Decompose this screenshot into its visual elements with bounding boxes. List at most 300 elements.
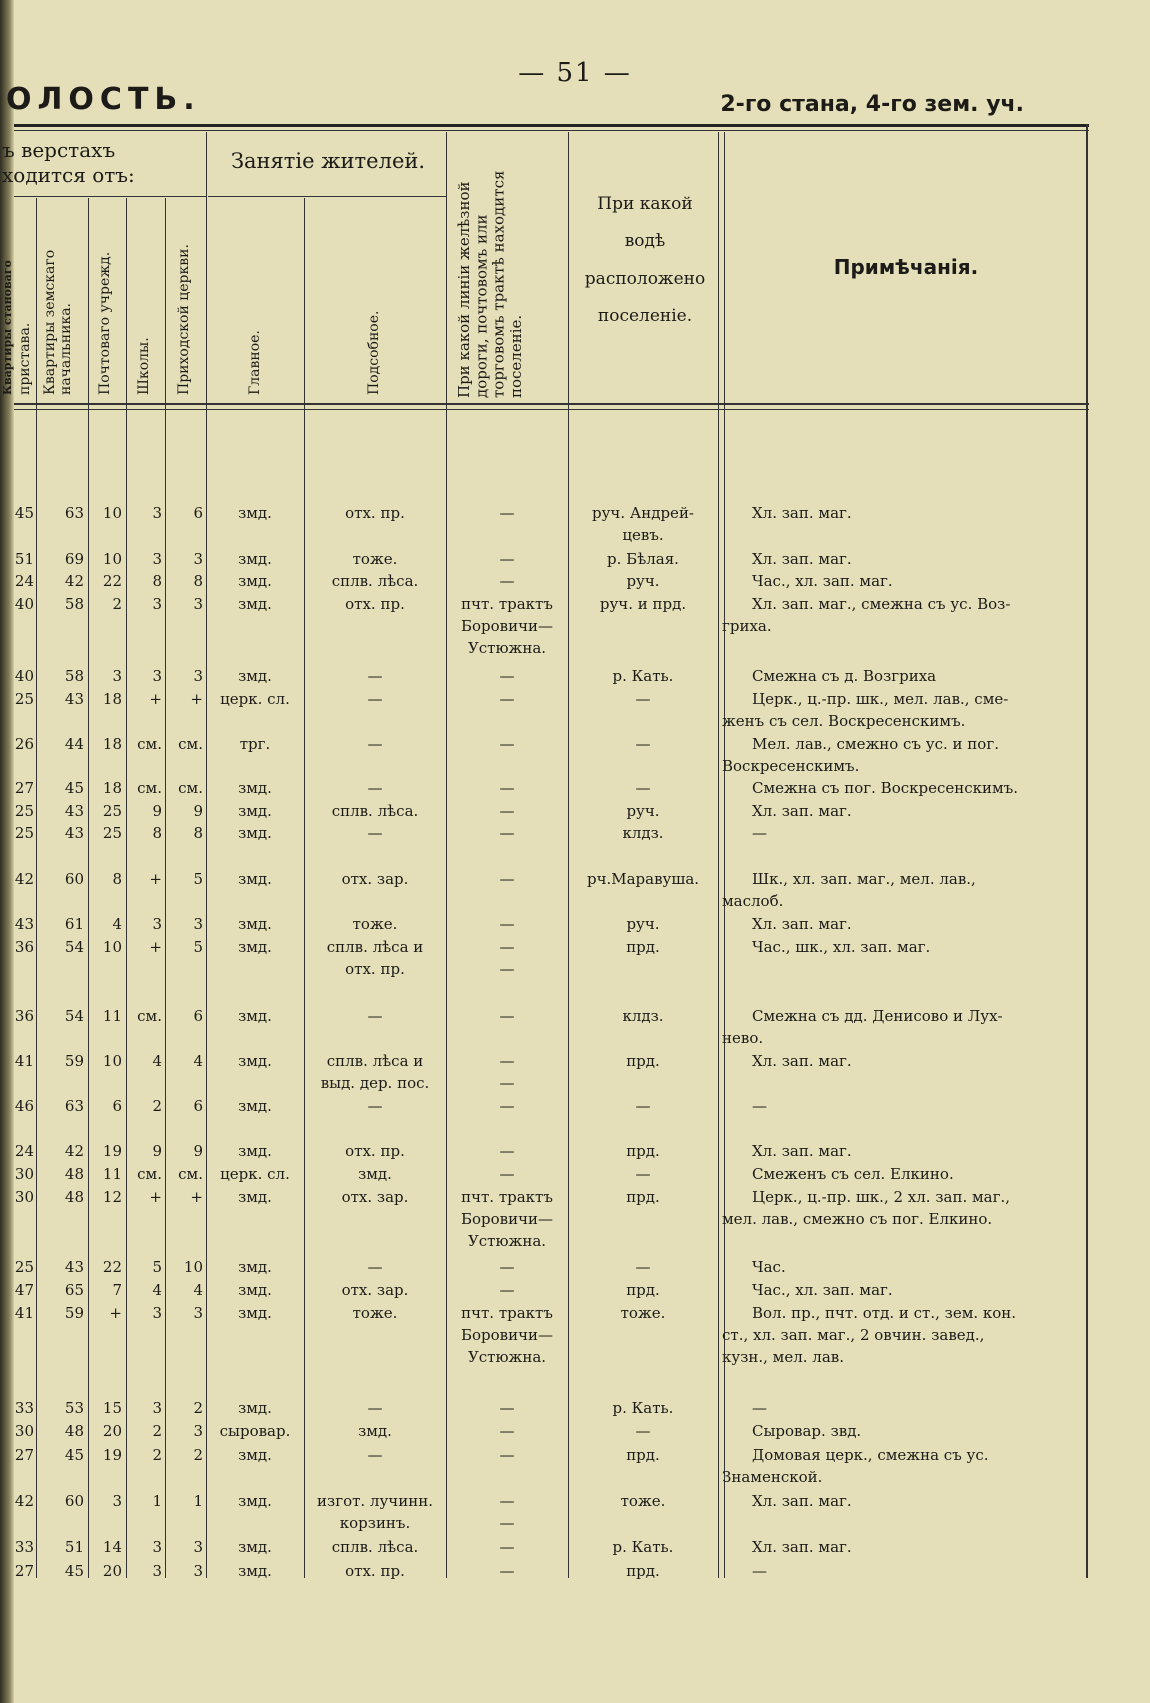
cell-church: 10 xyxy=(183,1258,203,1276)
cell-auxiliary-occupation: отх. пр. xyxy=(345,595,405,613)
cell-school: 3 xyxy=(152,595,162,613)
cell-water: прд. xyxy=(626,938,660,956)
cell-church: 6 xyxy=(193,1007,203,1025)
cell-post: 10 xyxy=(102,1052,122,1070)
cell-road: — xyxy=(499,1562,515,1580)
cell-road: — xyxy=(499,504,515,522)
cell-remarks: Мел. лав., смежно съ ус. и пог. xyxy=(752,735,999,753)
cell-auxiliary-occupation: — xyxy=(367,824,383,842)
cell-zemsky: 43 xyxy=(64,690,84,708)
cell-post: 2 xyxy=(112,595,122,613)
cell-post: 10 xyxy=(102,504,122,522)
cell-remarks: Сыровар. звд. xyxy=(752,1422,862,1440)
cell-stanovoy: 51 xyxy=(14,550,34,568)
cell-auxiliary-occupation: тоже. xyxy=(352,550,398,568)
cell-remarks: — xyxy=(752,1399,767,1417)
cell-stanovoy: 25 xyxy=(14,824,34,842)
cell-stanovoy: 41 xyxy=(14,1304,34,1322)
cell-main-occupation: змд. xyxy=(238,1097,272,1115)
cell-main-occupation: змд. xyxy=(238,504,272,522)
cell-school: + xyxy=(149,1188,162,1206)
cell-zemsky: 42 xyxy=(64,572,84,590)
cell-auxiliary-occupation: отх. зар. xyxy=(341,1281,409,1299)
cell-auxiliary-occupation: выд. дер. пос. xyxy=(320,1074,430,1092)
cell-road: — xyxy=(499,1514,515,1532)
cell-school: 1 xyxy=(152,1492,162,1510)
post-header: Почтоваго учрежд. xyxy=(97,251,113,395)
cell-post: 19 xyxy=(102,1142,122,1160)
cell-main-occupation: змд. xyxy=(238,1258,272,1276)
cell-zemsky: 61 xyxy=(64,915,84,933)
cell-remarks: Смежна съ дд. Денисово и Лух- xyxy=(752,1007,1003,1025)
cell-stanovoy: 47 xyxy=(14,1281,34,1299)
cell-water: — xyxy=(635,1097,651,1115)
distance-group-header: ъ верстахъ ходится отъ: xyxy=(2,138,135,187)
cell-water: цевъ. xyxy=(622,526,664,544)
cell-remarks: Хл. зап. маг. xyxy=(752,504,852,522)
cell-auxiliary-occupation: отх. пр. xyxy=(345,1562,405,1580)
cell-road: — xyxy=(499,1074,515,1092)
cell-zemsky: 43 xyxy=(64,824,84,842)
cell-auxiliary-occupation: — xyxy=(367,690,383,708)
cell-post: 3 xyxy=(112,667,122,685)
cell-church: 3 xyxy=(193,1422,203,1440)
cell-stanovoy: 41 xyxy=(14,1052,34,1070)
cell-remarks: Хл. зап. маг., смежна съ ус. Воз- xyxy=(752,595,1011,613)
cell-water: р. Кать. xyxy=(612,1538,674,1556)
header-bottom-rule-thin xyxy=(14,409,1089,410)
cell-main-occupation: змд. xyxy=(238,550,272,568)
cell-school: 2 xyxy=(152,1097,162,1115)
cell-school: 8 xyxy=(152,572,162,590)
cell-zemsky: 69 xyxy=(64,550,84,568)
cell-remarks: Церк., ц.-пр. шк., мел. лав., сме- xyxy=(752,690,1009,708)
col-rule xyxy=(718,132,719,1578)
cell-main-occupation: змд. xyxy=(238,1492,272,1510)
cell-zemsky: 60 xyxy=(64,1492,84,1510)
col-rule xyxy=(36,198,37,1578)
cell-water: — xyxy=(635,690,651,708)
cell-stanovoy: 30 xyxy=(14,1188,34,1206)
cell-school: 3 xyxy=(152,1538,162,1556)
cell-school: 3 xyxy=(152,1399,162,1417)
cell-auxiliary-occupation: изгот. лучинн. xyxy=(317,1492,433,1510)
cell-school: 3 xyxy=(152,667,162,685)
cell-auxiliary-occupation: змд. xyxy=(358,1422,392,1440)
cell-auxiliary-occupation: — xyxy=(367,1007,383,1025)
cell-water: р. Кать. xyxy=(612,667,674,685)
cell-stanovoy: 27 xyxy=(14,779,34,797)
cell-post: 22 xyxy=(102,572,122,590)
cell-water: прд. xyxy=(626,1052,660,1070)
cell-auxiliary-occupation: отх. пр. xyxy=(345,960,405,978)
cell-stanovoy: 36 xyxy=(14,1007,34,1025)
cell-road: — xyxy=(499,779,515,797)
cell-church: 9 xyxy=(193,1142,203,1160)
cell-road: Устюжна. xyxy=(467,1232,547,1250)
cell-zemsky: 58 xyxy=(64,667,84,685)
cell-road: Боровичи— xyxy=(460,1210,554,1228)
cell-church: 3 xyxy=(193,1562,203,1580)
cell-water: рч.Маравуша. xyxy=(586,870,700,888)
cell-post: 11 xyxy=(102,1007,122,1025)
col-rule xyxy=(304,198,305,1578)
cell-church: 9 xyxy=(193,802,203,820)
cell-church: 6 xyxy=(193,504,203,522)
cell-stanovoy: 45 xyxy=(14,504,34,522)
cell-remarks: Хл. зап. маг. xyxy=(752,915,852,933)
cell-school: см. xyxy=(137,1165,162,1183)
cell-zemsky: 60 xyxy=(64,870,84,888)
section-title: ОЛОСТЬ. xyxy=(6,82,201,117)
cell-stanovoy: 25 xyxy=(14,690,34,708)
cell-remarks: Хл. зап. маг. xyxy=(752,550,852,568)
cell-remarks: Знаменской. xyxy=(722,1468,823,1486)
cell-remarks: Хл. зап. маг. xyxy=(752,1052,852,1070)
cell-post: 18 xyxy=(102,779,122,797)
cell-school: см. xyxy=(137,779,162,797)
cell-water: прд. xyxy=(626,1281,660,1299)
cell-water: руч. xyxy=(626,915,660,933)
cell-auxiliary-occupation: тоже. xyxy=(352,1304,398,1322)
cell-stanovoy: 30 xyxy=(14,1422,34,1440)
cell-road: — xyxy=(499,1492,515,1510)
cell-zemsky: 48 xyxy=(64,1165,84,1183)
cell-zemsky: 43 xyxy=(64,802,84,820)
remarks-header: Примѣчанія. xyxy=(833,255,979,279)
cell-main-occupation: змд. xyxy=(238,1446,272,1464)
cell-main-occupation: змд. xyxy=(238,1281,272,1299)
cell-church: 6 xyxy=(193,1097,203,1115)
col-rule xyxy=(568,132,569,1578)
cell-zemsky: 45 xyxy=(64,1446,84,1464)
cell-church: см. xyxy=(178,779,203,797)
cell-post: + xyxy=(109,1304,122,1322)
table-top-rule-thin xyxy=(14,130,1089,131)
cell-main-occupation: змд. xyxy=(238,779,272,797)
cell-remarks: Воскресенскимъ. xyxy=(722,757,860,775)
cell-road: — xyxy=(499,1422,515,1440)
cell-zemsky: 43 xyxy=(64,1258,84,1276)
auxiliary-occupation-header: Подсобное. xyxy=(366,310,382,395)
cell-school: см. xyxy=(137,735,162,753)
cell-remarks: Смежна съ д. Возгриха xyxy=(752,667,937,685)
cell-school: + xyxy=(149,938,162,956)
cell-auxiliary-occupation: сплв. лѣса и xyxy=(326,1052,424,1070)
cell-stanovoy: 27 xyxy=(14,1446,34,1464)
cell-main-occupation: змд. xyxy=(238,667,272,685)
school-header: Школы. xyxy=(136,337,152,395)
cell-school: 3 xyxy=(152,550,162,568)
cell-auxiliary-occupation: — xyxy=(367,1399,383,1417)
cell-remarks: Хл. зап. маг. xyxy=(752,1142,852,1160)
cell-post: 7 xyxy=(112,1281,122,1299)
col-rule xyxy=(206,132,207,1578)
cell-water: клдз. xyxy=(622,824,664,842)
cell-remarks: Час., хл. зап. маг. xyxy=(752,1281,893,1299)
cell-post: 4 xyxy=(112,915,122,933)
cell-church: 8 xyxy=(193,572,203,590)
cell-auxiliary-occupation: — xyxy=(367,779,383,797)
col-rule xyxy=(446,132,447,1578)
cell-post: 15 xyxy=(102,1399,122,1417)
cell-church: 2 xyxy=(193,1446,203,1464)
cell-road: пчт. трактъ xyxy=(461,1188,553,1206)
cell-stanovoy: 42 xyxy=(14,870,34,888)
cell-zemsky: 51 xyxy=(64,1538,84,1556)
cell-remarks: Домовая церк., смежна съ ус. xyxy=(752,1446,989,1464)
cell-road: — xyxy=(499,938,515,956)
cell-stanovoy: 46 xyxy=(14,1097,34,1115)
cell-post: 25 xyxy=(102,824,122,842)
main-occupation-header: Главное. xyxy=(247,330,263,395)
cell-school: 8 xyxy=(152,824,162,842)
cell-remarks: нево. xyxy=(722,1029,764,1047)
cell-zemsky: 65 xyxy=(64,1281,84,1299)
cell-water: тоже. xyxy=(620,1304,666,1322)
cell-auxiliary-occupation: отх. пр. xyxy=(345,1142,405,1160)
cell-auxiliary-occupation: сплв. лѣса. xyxy=(331,802,419,820)
cell-post: 12 xyxy=(102,1188,122,1206)
cell-post: 6 xyxy=(112,1097,122,1115)
cell-remarks: маслоб. xyxy=(722,892,784,910)
cell-remarks: Хл. зап. маг. xyxy=(752,1538,852,1556)
cell-water: р. Бѣлая. xyxy=(607,550,679,568)
col-rule xyxy=(165,198,166,1578)
cell-post: 25 xyxy=(102,802,122,820)
cell-main-occupation: церк. сл. xyxy=(220,690,290,708)
cell-church: см. xyxy=(178,1165,203,1183)
cell-church: + xyxy=(190,1188,203,1206)
cell-road: — xyxy=(499,1007,515,1025)
cell-road: — xyxy=(499,802,515,820)
table-right-rule xyxy=(1086,124,1088,1578)
stanovoy-top-header: Квартиры становаго xyxy=(1,260,14,395)
occupation-group-rule xyxy=(208,196,446,197)
cell-church: 3 xyxy=(193,1304,203,1322)
cell-auxiliary-occupation: корзинъ. xyxy=(339,1514,411,1532)
cell-school: + xyxy=(149,690,162,708)
cell-water: прд. xyxy=(626,1142,660,1160)
cell-auxiliary-occupation: — xyxy=(367,667,383,685)
cell-road: — xyxy=(499,1258,515,1276)
cell-main-occupation: сыровар. xyxy=(219,1422,291,1440)
cell-school: 3 xyxy=(152,1562,162,1580)
cell-post: 19 xyxy=(102,1446,122,1464)
cell-post: 11 xyxy=(102,1165,122,1183)
cell-zemsky: 48 xyxy=(64,1422,84,1440)
cell-water: прд. xyxy=(626,1188,660,1206)
cell-water: р. Кать. xyxy=(612,1399,674,1417)
cell-road: — xyxy=(499,1052,515,1070)
cell-auxiliary-occupation: отх. зар. xyxy=(341,1188,409,1206)
cell-main-occupation: змд. xyxy=(238,915,272,933)
cell-post: 18 xyxy=(102,735,122,753)
cell-stanovoy: 24 xyxy=(14,572,34,590)
cell-remarks: — xyxy=(752,1562,767,1580)
cell-road: — xyxy=(499,1446,515,1464)
cell-road: — xyxy=(499,690,515,708)
cell-main-occupation: змд. xyxy=(238,572,272,590)
cell-road: пчт. трактъ xyxy=(461,1304,553,1322)
cell-church: 8 xyxy=(193,824,203,842)
cell-zemsky: 45 xyxy=(64,1562,84,1580)
cell-remarks: Смеженъ съ сел. Елкино. xyxy=(752,1165,954,1183)
cell-stanovoy: 30 xyxy=(14,1165,34,1183)
cell-zemsky: 44 xyxy=(64,735,84,753)
cell-road: — xyxy=(499,667,515,685)
church-header: Приходской церкви. xyxy=(176,244,192,395)
cell-stanovoy: 26 xyxy=(14,735,34,753)
occupation-group-header: Занятіе жителей. xyxy=(230,149,426,173)
cell-school: 4 xyxy=(152,1052,162,1070)
cell-post: 10 xyxy=(102,550,122,568)
cell-remarks: Час., хл. зап. маг. xyxy=(752,572,893,590)
cell-road: пчт. трактъ xyxy=(461,595,553,613)
cell-auxiliary-occupation: отх. зар. xyxy=(341,870,409,888)
cell-post: 14 xyxy=(102,1538,122,1556)
col-rule xyxy=(88,198,89,1578)
cell-church: 1 xyxy=(193,1492,203,1510)
cell-main-occupation: змд. xyxy=(238,1538,272,1556)
cell-road: — xyxy=(499,572,515,590)
cell-main-occupation: змд. xyxy=(238,802,272,820)
cell-remarks: — xyxy=(752,824,767,842)
zemsky-header: Квартиры земскаго начальника. xyxy=(42,249,75,395)
table-top-rule xyxy=(14,124,1089,127)
cell-auxiliary-occupation: сплв. лѣса. xyxy=(331,1538,419,1556)
cell-post: 22 xyxy=(102,1258,122,1276)
cell-auxiliary-occupation: — xyxy=(367,735,383,753)
cell-zemsky: 54 xyxy=(64,938,84,956)
cell-school: 2 xyxy=(152,1446,162,1464)
cell-church: 3 xyxy=(193,667,203,685)
cell-church: 3 xyxy=(193,915,203,933)
cell-stanovoy: 33 xyxy=(14,1399,34,1417)
cell-main-occupation: змд. xyxy=(238,1142,272,1160)
cell-stanovoy: 25 xyxy=(14,802,34,820)
cell-remarks: Вол. пр., пчт. отд. и ст., зем. кон. xyxy=(752,1304,1017,1322)
cell-stanovoy: 40 xyxy=(14,595,34,613)
cell-post: 10 xyxy=(102,938,122,956)
cell-church: 4 xyxy=(193,1052,203,1070)
cell-school: см. xyxy=(137,1007,162,1025)
cell-church: 3 xyxy=(193,1538,203,1556)
cell-auxiliary-occupation: — xyxy=(367,1446,383,1464)
cell-main-occupation: змд. xyxy=(238,595,272,613)
district-label: 2-го стана, 4-го зем. уч. xyxy=(720,92,1024,117)
cell-road: — xyxy=(499,1097,515,1115)
cell-zemsky: 53 xyxy=(64,1399,84,1417)
cell-auxiliary-occupation: змд. xyxy=(358,1165,392,1183)
cell-zemsky: 63 xyxy=(64,504,84,522)
water-header: При какой водѣ расположено поселеніе. xyxy=(584,194,706,327)
cell-main-occupation: змд. xyxy=(238,870,272,888)
cell-water: — xyxy=(635,779,651,797)
cell-remarks: Церк., ц.-пр. шк., 2 хл. зап. маг., xyxy=(752,1188,1010,1206)
cell-main-occupation: трг. xyxy=(239,735,271,753)
cell-zemsky: 58 xyxy=(64,595,84,613)
cell-road: Устюжна. xyxy=(467,639,547,657)
cell-water: руч. xyxy=(626,802,660,820)
cell-auxiliary-occupation: — xyxy=(367,1258,383,1276)
cell-road: — xyxy=(499,1538,515,1556)
stanovoy-header: пристава. xyxy=(17,322,33,395)
cell-church: 5 xyxy=(193,938,203,956)
cell-water: руч. xyxy=(626,572,660,590)
cell-road: Боровичи— xyxy=(460,617,554,635)
col-rule xyxy=(126,198,127,1578)
cell-main-occupation: церк. сл. xyxy=(220,1165,290,1183)
cell-stanovoy: 27 xyxy=(14,1562,34,1580)
cell-water: — xyxy=(635,735,651,753)
cell-water: — xyxy=(635,1422,651,1440)
cell-auxiliary-occupation: сплв. лѣса и xyxy=(326,938,424,956)
cell-road: — xyxy=(499,915,515,933)
cell-post: 8 xyxy=(112,870,122,888)
cell-remarks: Хл. зап. маг. xyxy=(752,1492,852,1510)
cell-water: — xyxy=(635,1258,651,1276)
page-number: — 51 — xyxy=(518,58,632,88)
cell-zemsky: 45 xyxy=(64,779,84,797)
cell-main-occupation: змд. xyxy=(238,1052,272,1070)
cell-school: 3 xyxy=(152,915,162,933)
cell-zemsky: 48 xyxy=(64,1188,84,1206)
cell-church: + xyxy=(190,690,203,708)
cell-zemsky: 63 xyxy=(64,1097,84,1115)
cell-road: Боровичи— xyxy=(460,1326,554,1344)
cell-water: прд. xyxy=(626,1562,660,1580)
cell-main-occupation: змд. xyxy=(238,1007,272,1025)
cell-road: — xyxy=(499,735,515,753)
cell-zemsky: 59 xyxy=(64,1304,84,1322)
cell-remarks: Час., шк., хл. зап. маг. xyxy=(752,938,931,956)
cell-post: 20 xyxy=(102,1422,122,1440)
header-bottom-rule xyxy=(14,403,1089,405)
cell-church: 4 xyxy=(193,1281,203,1299)
cell-road: — xyxy=(499,1399,515,1417)
cell-remarks: — xyxy=(752,1097,767,1115)
cell-school: 2 xyxy=(152,1422,162,1440)
cell-remarks: Хл. зап. маг. xyxy=(752,802,852,820)
cell-school: 9 xyxy=(152,802,162,820)
cell-auxiliary-occupation: тоже. xyxy=(352,915,398,933)
cell-auxiliary-occupation: отх. пр. xyxy=(345,504,405,522)
cell-remarks: Шк., хл. зап. маг., мел. лав., xyxy=(752,870,976,888)
cell-road: — xyxy=(499,1142,515,1160)
cell-post: 3 xyxy=(112,1492,122,1510)
cell-road: — xyxy=(499,1281,515,1299)
cell-remarks: ст., хл. зап. маг., 2 овчин. завед., xyxy=(722,1326,985,1344)
cell-church: см. xyxy=(178,735,203,753)
cell-stanovoy: 36 xyxy=(14,938,34,956)
cell-auxiliary-occupation: — xyxy=(367,1097,383,1115)
cell-stanovoy: 43 xyxy=(14,915,34,933)
cell-remarks: мел. лав., смежно съ пог. Елкино. xyxy=(722,1210,993,1228)
cell-road: — xyxy=(499,550,515,568)
cell-road: — xyxy=(499,1165,515,1183)
cell-school: + xyxy=(149,870,162,888)
cell-remarks: Час. xyxy=(752,1258,786,1276)
cell-water: тоже. xyxy=(620,1492,666,1510)
cell-main-occupation: змд. xyxy=(238,824,272,842)
cell-zemsky: 42 xyxy=(64,1142,84,1160)
cell-school: 4 xyxy=(152,1281,162,1299)
cell-zemsky: 54 xyxy=(64,1007,84,1025)
cell-remarks: кузн., мел. лав. xyxy=(722,1348,844,1366)
cell-stanovoy: 40 xyxy=(14,667,34,685)
cell-stanovoy: 25 xyxy=(14,1258,34,1276)
